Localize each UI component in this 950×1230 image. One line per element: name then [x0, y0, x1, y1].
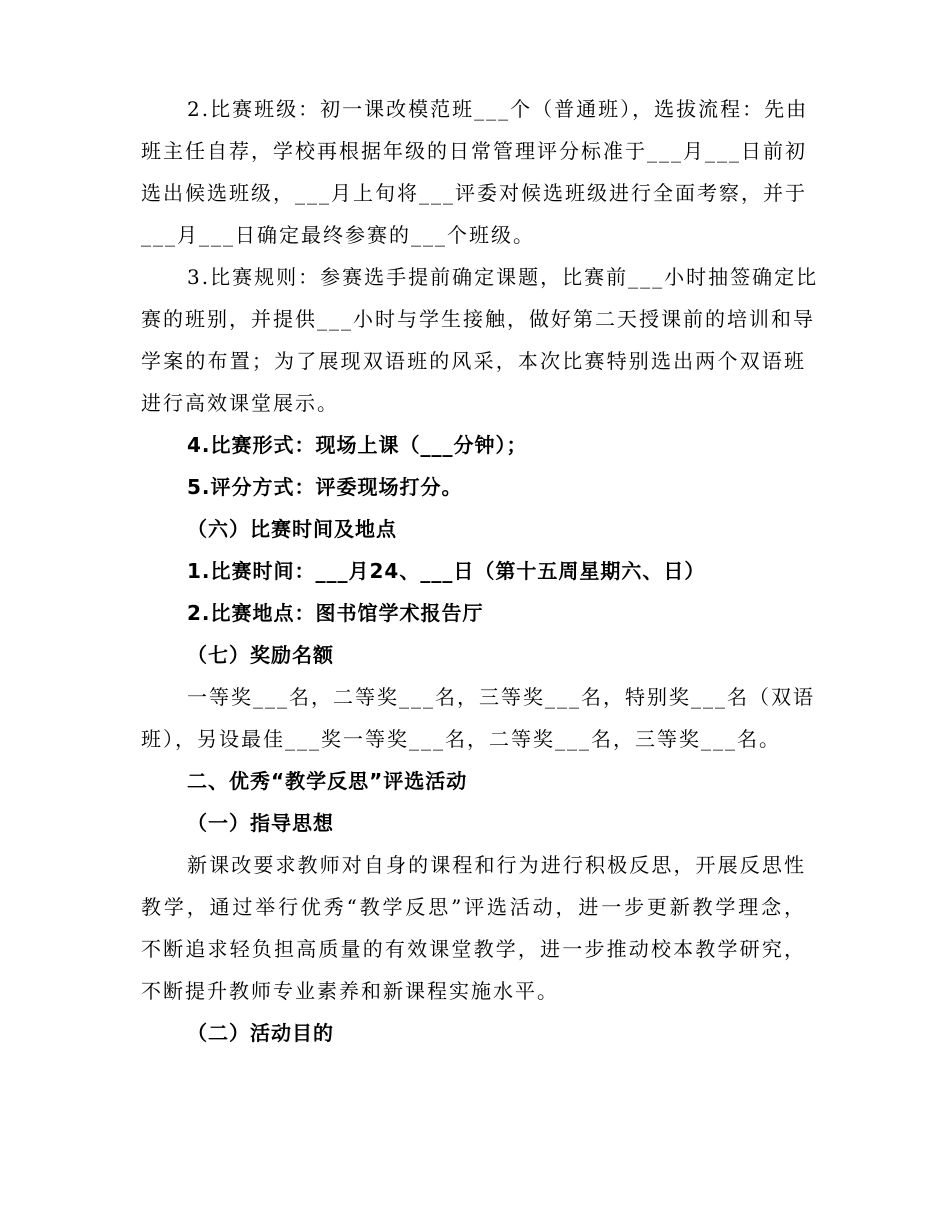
text-line-10: 5.评分方式：评委现场打分。 [187, 475, 463, 499]
text-line-2: 班主任自荐，学校再根据年级的日常管理评分标准于___月___日前初 [141, 139, 807, 163]
text-line-22: 不断提升教师专业素养和新课程实施水平。 [141, 979, 559, 1003]
text-line-3: 选出候选班级，___月上旬将___评委对候选班级进行全面考察，并于 [141, 181, 807, 205]
section-heading-6: （六）比赛时间及地点 [187, 517, 397, 541]
text-line-12: 1.比赛时间：___月24、___日（第十五周星期六、日） [187, 559, 706, 583]
text-line-16: 班），另设最佳___奖一等奖___名，二等奖___名，三等奖___名。 [141, 727, 781, 751]
text-line-5: 3.比赛规则：参赛选手提前确定课题，比赛前___小时抽签确定比 [187, 265, 819, 289]
text-line-15: 一等奖___名，二等奖___名，三等奖___名，特别奖___名（双语 [187, 685, 815, 709]
text-line-13: 2.比赛地点：图书馆学术报告厅 [187, 601, 484, 625]
text-line-7: 学案的布置；为了展现双语班的风采，本次比赛特别选出两个双语班 [141, 349, 806, 373]
text-line-9: 4.比赛形式：现场上课（___分钟）； [187, 433, 528, 457]
section-heading-7: （七）奖励名额 [187, 643, 334, 667]
subsection-heading-2: （二）活动目的 [187, 1021, 334, 1045]
text-line-4: ___月___日确定最终参赛的___个班级。 [141, 223, 535, 247]
text-line-21: 不断追求轻负担高质量的有效课堂教学，进一步推动校本教学研究， [141, 937, 806, 961]
text-line-6: 赛的班别，并提供___小时与学生接触，做好第二天授课前的培训和导 [141, 307, 815, 331]
text-line-1: 2.比赛班级：初一课改模范班___个（普通班），选拔流程：先由 [187, 97, 809, 121]
text-line-8: 进行高效课堂展示。 [141, 391, 339, 415]
text-line-20: 教学，通过举行优秀“教学反思”评选活动，进一步更新教学理念， [141, 895, 806, 919]
text-line-19: 新课改要求教师对自身的课程和行为进行积极反思，开展反思性 [187, 853, 806, 877]
section-heading-2: 二、优秀“教学反思”评选活动 [187, 769, 468, 793]
document-page [141, 88, 819, 1054]
subsection-heading-1: （一）指导思想 [187, 811, 334, 835]
